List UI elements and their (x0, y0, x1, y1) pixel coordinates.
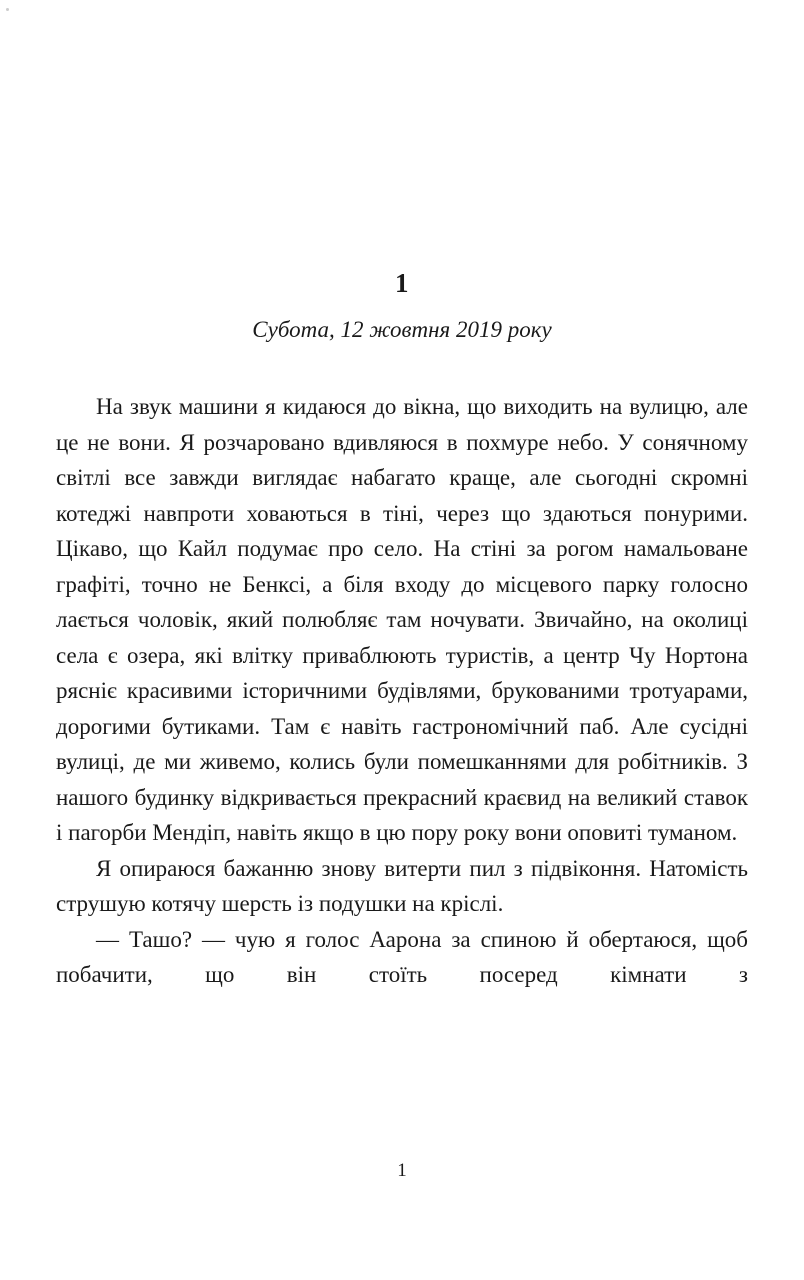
paragraph: — Ташо? — чую я голос Аарона за спиною й обертаюся, щоб побачити, що він стоїть посеред кімнати з (56, 926, 748, 987)
scan-artifact-dot (6, 8, 9, 11)
page-number: 1 (397, 1160, 407, 1181)
paragraph: На звук машини я кидаюся до вікна, що виходить на вулицю, але це не вони. Я розчаровано вдивляюся в похмуре небо. У сонячному світлі все завжди виглядає набагато краще, але сьогодні скромні котеджі навпроти ховаються в тіні, через що здаються понурими. Цікаво, що Кайл подумає про село. На стіні за рогом намальоване графіті, точно не Бенксі, а біля входу до місцевого парку голосно лається чоловік, який полюбляє там ночувати. Звичайно, на околиці села є озера, які влітку приваблюють туристів, а центр Чу Нортона рясніє красивими історичними будівлями, брукованими тротуарами, дорогими бутиками. Там є навіть гастрономічний паб. Але сусідні вулиці, де ми живемо, колись були помешканнями для робітників. З нашого будинку відкривається прекрасний краєвид на великий ставок і пагорби Мендіп, навіть якщо в цю пору року вони оповиті туманом. (56, 394, 748, 845)
body-text (56, 389, 748, 993)
chapter-date-line: Субота, 12 жовтня 2019 року (252, 317, 552, 342)
paragraph: Я опираюся бажанню знову витерти пил з підвіконня. Натомість струшую котячу шерсть із подушки на кріслі. (56, 855, 748, 916)
chapter-number: 1 (395, 268, 409, 298)
